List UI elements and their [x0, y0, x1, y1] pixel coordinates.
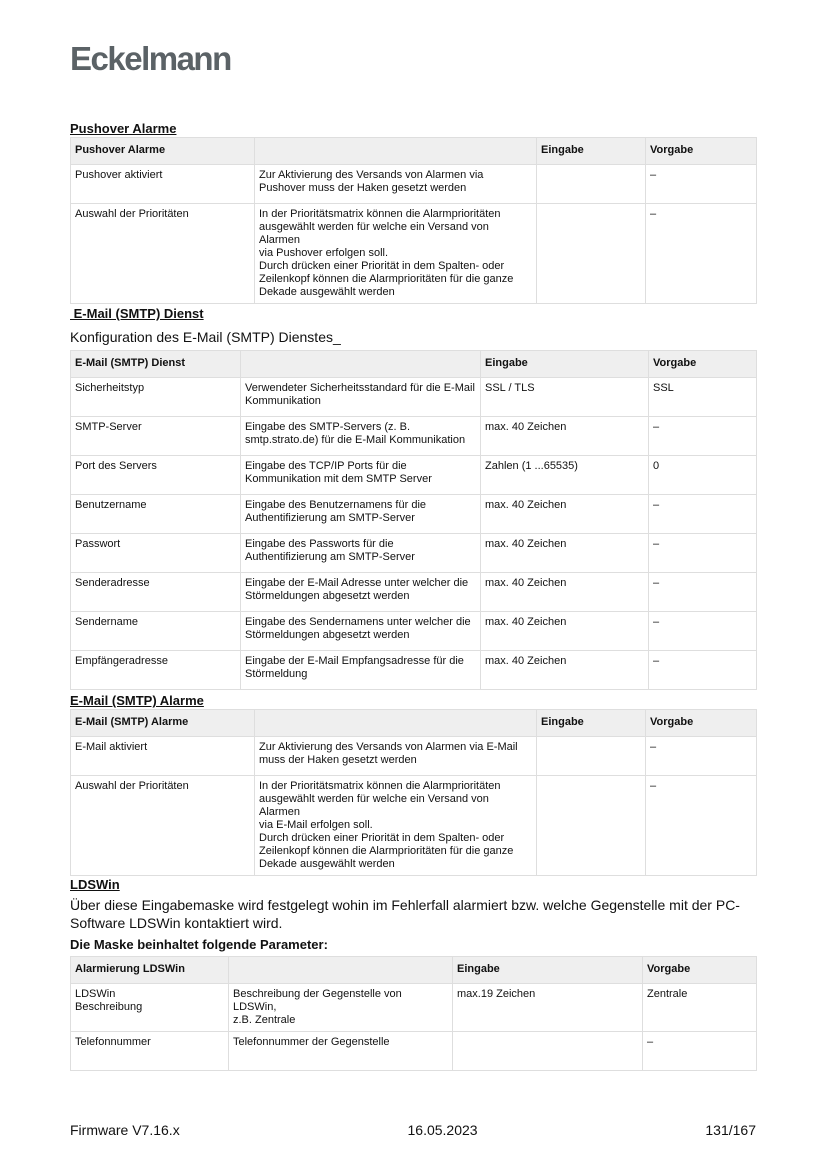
column-header: Vorgabe [649, 351, 757, 378]
pushover-table [70, 137, 757, 304]
column-header: Vorgabe [646, 138, 757, 165]
table-row [71, 984, 757, 1032]
table-row [71, 776, 757, 876]
table-cell [537, 737, 646, 776]
table-header-row [71, 138, 757, 165]
section-pushover [70, 121, 756, 304]
column-header: E-Mail (SMTP) Alarme [71, 710, 255, 737]
section-intro: Über diese Eingabemaske wird festgelegt wohin im Fehlerfall alarmiert bzw. welche Gegenstelle mit der PC-Software LDSWin kontaktiert wird. [70, 897, 740, 931]
table-cell: max. 40 Zeichen [481, 495, 649, 534]
table-cell [537, 776, 646, 876]
table-cell: Eingabe der E-Mail Empfangsadresse für die Störmeldung [241, 651, 481, 690]
table-row [71, 165, 757, 204]
table-cell: LDSWin Beschreibung [71, 984, 229, 1032]
table-cell: Passwort [71, 534, 241, 573]
table-cell: Zentrale [643, 984, 757, 1032]
column-header [241, 351, 481, 378]
table-cell: SSL [649, 378, 757, 417]
table-cell: – [649, 612, 757, 651]
column-header: Eingabe [453, 957, 643, 984]
table-cell: – [646, 165, 757, 204]
table-cell: Pushover aktiviert [71, 165, 255, 204]
table-header-row [71, 957, 757, 984]
table-row [71, 612, 757, 651]
table-cell: max. 40 Zeichen [481, 534, 649, 573]
section-smtp [70, 306, 756, 690]
table-row [71, 456, 757, 495]
table-header-row [71, 351, 757, 378]
table-header-row [71, 710, 757, 737]
column-header: Vorgabe [643, 957, 757, 984]
table-cell: – [649, 534, 757, 573]
table-row [71, 573, 757, 612]
section-intro: Konfiguration des E-Mail (SMTP) Dienstes_ [70, 329, 341, 345]
table-cell [537, 204, 646, 304]
table-cell: max. 40 Zeichen [481, 612, 649, 651]
table-cell: Benutzername [71, 495, 241, 534]
section-heading: Pushover Alarme [70, 121, 177, 136]
table-cell: Eingabe des Passworts für die Authentifizierung am SMTP-Server [241, 534, 481, 573]
table-cell: Verwendeter Sicherheitsstandard für die E-Mail Kommunikation [241, 378, 481, 417]
section-heading: E-Mail (SMTP) Dienst [70, 306, 204, 321]
table-cell: – [646, 204, 757, 304]
params-label: Die Maske beinhaltet folgende Parameter: [70, 937, 328, 952]
table-cell: max. 40 Zeichen [481, 417, 649, 456]
table-cell: max. 40 Zeichen [481, 573, 649, 612]
footer-page-number: 131/167 [705, 1122, 756, 1138]
table-cell: max.19 Zeichen [453, 984, 643, 1032]
table-cell: Port des Servers [71, 456, 241, 495]
table-cell: In der Prioritätsmatrix können die Alarmprioritäten ausgewählt werden für welche ein Versand von Alarmen via Pushover erfolgen soll. Durch drücken einer Priorität in dem Spalten- oder Zeilenkopf können die Alarmprioritäten für die ganze Dekade ausgewählt werden [255, 204, 537, 304]
table-cell: – [646, 737, 757, 776]
smtp-table [70, 350, 757, 690]
table-cell: – [649, 573, 757, 612]
table-cell: Senderadresse [71, 573, 241, 612]
table-cell: In der Prioritätsmatrix können die Alarmprioritäten ausgewählt werden für welche ein Versand von Alarmen via E-Mail erfolgen soll. Durch drücken einer Priorität in dem Spalten- oder Zeilenkopf können die Alarmprioritäten für die ganze Dekade ausgewählt werden [255, 776, 537, 876]
table-cell: – [643, 1032, 757, 1071]
footer-date: 16.05.2023 [407, 1122, 478, 1138]
table-row [71, 534, 757, 573]
table-cell: Zur Aktivierung des Versands von Alarmen via E-Mail muss der Haken gesetzt werden [255, 737, 537, 776]
table-row [71, 495, 757, 534]
table-row [71, 417, 757, 456]
ldswin-table [70, 956, 757, 1071]
footer-firmware: Firmware V7.16.x [70, 1122, 180, 1138]
column-header: E-Mail (SMTP) Dienst [71, 351, 241, 378]
table-cell: Eingabe des TCP/IP Ports für die Kommunikation mit dem SMTP Server [241, 456, 481, 495]
table-cell: Zur Aktivierung des Versands von Alarmen via Pushover muss der Haken gesetzt werden [255, 165, 537, 204]
table-cell: Empfängeradresse [71, 651, 241, 690]
table-cell: Beschreibung der Gegenstelle von LDSWin, z.B. Zentrale [229, 984, 453, 1032]
table-cell: SMTP-Server [71, 417, 241, 456]
section-heading: E-Mail (SMTP) Alarme [70, 693, 204, 708]
table-cell [537, 165, 646, 204]
table-cell: Telefonnummer der Gegenstelle [229, 1032, 453, 1071]
table-cell: Auswahl der Prioritäten [71, 204, 255, 304]
table-cell: – [646, 776, 757, 876]
table-cell: max. 40 Zeichen [481, 651, 649, 690]
table-row [71, 204, 757, 304]
table-cell: Eingabe der E-Mail Adresse unter welcher die Störmeldungen abgesetzt werden [241, 573, 481, 612]
column-header: Eingabe [537, 710, 646, 737]
column-header [229, 957, 453, 984]
table-cell: Auswahl der Prioritäten [71, 776, 255, 876]
column-header: Eingabe [537, 138, 646, 165]
section-email-alarms [70, 693, 756, 876]
column-header: Vorgabe [646, 710, 757, 737]
table-cell: – [649, 417, 757, 456]
table-cell: Eingabe des Benutzernamens für die Authentifizierung am SMTP-Server [241, 495, 481, 534]
eckelmann-logo: Eckelmann [70, 40, 231, 77]
table-row [71, 378, 757, 417]
table-cell [453, 1032, 643, 1071]
page-footer [70, 1122, 756, 1138]
column-header [255, 138, 537, 165]
column-header: Pushover Alarme [71, 138, 255, 165]
table-cell: Zahlen (1 ...65535) [481, 456, 649, 495]
table-cell: Sendername [71, 612, 241, 651]
table-cell: 0 [649, 456, 757, 495]
section-heading: LDSWin [70, 877, 120, 892]
table-cell: Telefonnummer [71, 1032, 229, 1071]
column-header: Alarmierung LDSWin [71, 957, 229, 984]
table-cell: Eingabe des SMTP-Servers (z. B. smtp.strato.de) für die E-Mail Kommunikation [241, 417, 481, 456]
table-cell: – [649, 651, 757, 690]
table-cell: Sicherheitstyp [71, 378, 241, 417]
table-cell: – [649, 495, 757, 534]
email-alarms-table [70, 709, 757, 876]
section-ldswin [70, 877, 756, 1071]
table-row [71, 1032, 757, 1071]
table-row [71, 651, 757, 690]
column-header: Eingabe [481, 351, 649, 378]
table-cell: Eingabe des Sendernamens unter welcher die Störmeldungen abgesetzt werden [241, 612, 481, 651]
column-header [255, 710, 537, 737]
table-row [71, 737, 757, 776]
table-cell: E-Mail aktiviert [71, 737, 255, 776]
table-cell: SSL / TLS [481, 378, 649, 417]
